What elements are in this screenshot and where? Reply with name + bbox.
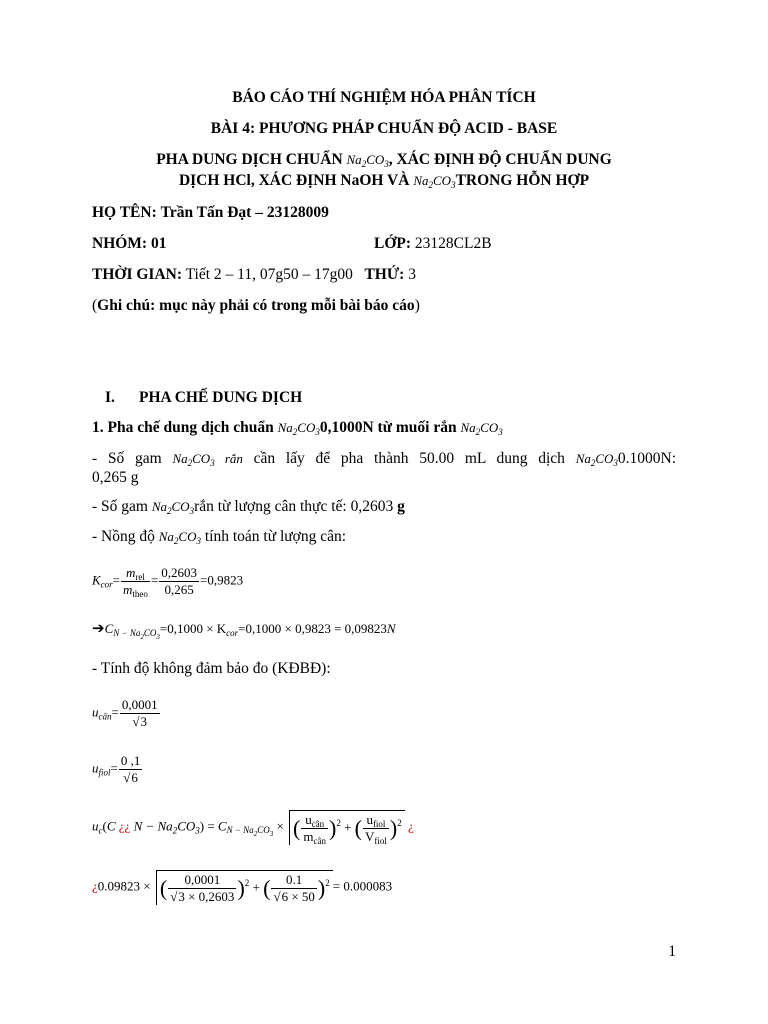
formula-u-fiol: $u_{fiol}=$ $\frac{0 ,1}{√6}$ <box>92 753 141 785</box>
formula-kcor: $K_{cor}=$ $\frac{m_{rel}}{m_{theo}}$ = $\frac{0,2603}{0,265}$ =0,9823 <box>92 565 244 599</box>
formula-u-can: $u_{cân}=$ $\frac{0,0001}{√3}$ <box>92 697 158 729</box>
group-row: NHÓM: 01 LỚP: 23128CL2B <box>92 235 492 252</box>
lesson-title: BÀI 4: PHƯƠNG PHÁP CHUẨN ĐỘ ACID - BASE <box>210 120 558 137</box>
line-uncertainty: - Tính độ không đảm bảo đo (KĐBĐ): <box>92 660 331 677</box>
time-row: THỜI GIAN: Tiết 2 – 11, 07g50 – 17g00 THỨ: 3 <box>92 266 416 283</box>
student-name: HỌ TÊN: Trần Tấn Đạt – 23128009 <box>92 204 329 221</box>
line-mass-required: - Số gam $Na_2CO_3$ rắn cần lấy để pha thành 50.00 mL dung dịch $Na_2CO_30.1000N$: <box>92 450 677 468</box>
line-concentration: - Nồng độ $Na_2CO_3$ tính toán từ lượng cân: <box>92 528 347 546</box>
formula-uc: $u_c(C$ ¿¿ $N - Na_2CO_3) = C_{N - Na_2CO_3}$ × ( $\frac{u_{cân}}{m_{cân}}$ )$^2$ + ( $\frac{u_{fiol}}{V_{fiol}}$ )$^2$ ¿ <box>92 812 414 846</box>
formula-concentration: $➔C_{N - Na_2CO_3}=0,1000 \times K_{cor}=0,1000 \times 0,9823 = 0,09823N$ <box>92 621 396 641</box>
topic-line-2: DỊCH HCl, XÁC ĐỊNH NaOH VÀ $Na_2CO_3TRONG$ HỖN HỢP <box>178 172 590 190</box>
note: (Ghi chú: mục này phải có trong mỗi bài báo cáo) <box>92 297 420 314</box>
topic-line-1: PHA DUNG DỊCH CHUẨN $Na_2CO_3$, XÁC ĐỊNH ĐỘ CHUẨN DUNG <box>156 151 612 169</box>
formula-final: ¿0.09823 × ( $\frac{0,0001}{√3 \times 0,2603}$ )$^2$ + ( $\frac{0.1}{√6 \times 50}$ )$^2$ = 0.000083 <box>92 872 393 904</box>
page-number: 1 <box>668 943 676 960</box>
line-mass-value: 0,265 g <box>92 469 139 486</box>
report-title: BÁO CÁO THÍ NGHIỆM HÓA PHÂN TÍCH <box>232 89 536 106</box>
subsection-1-title: 1. Pha chế dung dịch chuẩn $Na_2CO_30,1000N$ từ muối rắn $Na_2CO_3$ <box>92 419 503 437</box>
line-mass-actual: - Số gam $Na_2CO_3rắn$ từ lượng cân thực tế: 0,2603 g <box>92 498 405 516</box>
